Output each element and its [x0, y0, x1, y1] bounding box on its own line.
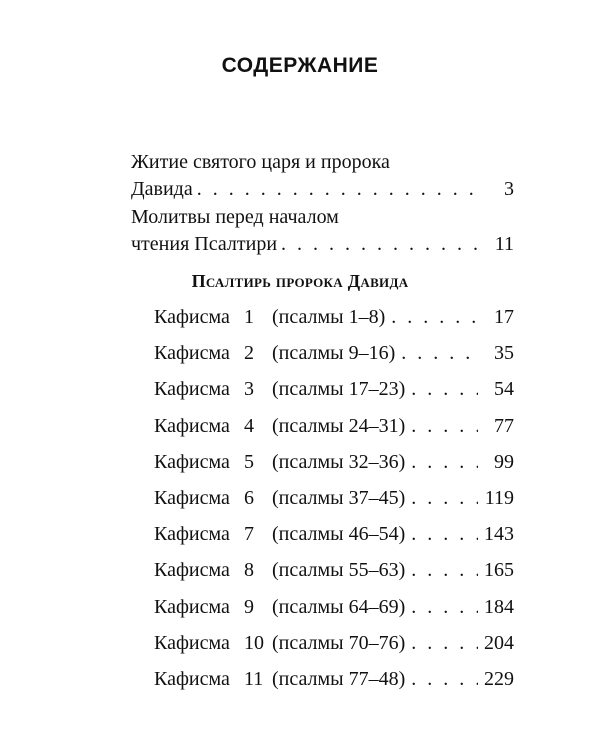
kathisma-number: 11	[244, 667, 264, 690]
kathisma-number: 6	[244, 486, 254, 509]
kathisma-psalm-range: (псалмы 64–69)	[272, 595, 406, 618]
toc-entry-page: 77	[494, 414, 514, 437]
kathisma-word: Кафисма	[154, 342, 230, 365]
kathisma-psalm-range: (псалмы 1–8)	[272, 306, 386, 328]
toc-entry-kathisma[interactable]	[154, 523, 514, 559]
toc-entry-page: 229	[484, 667, 514, 690]
toc-entry-kathisma[interactable]	[154, 415, 514, 451]
kathisma-psalm-range: (псалмы 77–48)	[272, 667, 406, 690]
toc-entry-page: 119	[484, 486, 514, 509]
dot-leader	[411, 596, 478, 619]
dot-leader	[411, 415, 478, 438]
toc-entry-kathisma[interactable]	[154, 668, 514, 704]
kathisma-number: 3	[244, 378, 254, 401]
kathisma-psalm-range: (псалмы 9–16)	[272, 342, 396, 365]
kathisma-psalm-range: (псалмы 17–23)	[272, 378, 406, 401]
kathisma-psalm-range: (псалмы 55–63)	[272, 559, 406, 582]
toc-entry-page: 3	[504, 178, 514, 200]
toc-entry-title-line1: Молитвы перед началом	[131, 206, 339, 228]
toc-entry-title-line2: Давида	[131, 178, 193, 200]
dot-leader	[411, 632, 478, 655]
kathisma-psalm-range: (псалмы 32–36)	[272, 450, 406, 473]
kathisma-number: 2	[244, 342, 254, 365]
toc-entry-kathisma[interactable]	[154, 451, 514, 487]
toc-entry-kathisma[interactable]	[154, 342, 514, 378]
toc-entry-page: 11	[494, 233, 514, 255]
page-title: СОДЕРЖАНИЕ	[221, 54, 379, 77]
kathisma-number: 9	[244, 595, 254, 618]
toc-entry-kathisma[interactable]	[154, 632, 514, 668]
toc-entry-page: 184	[484, 595, 514, 618]
toc-entry-life-of-david[interactable]	[131, 149, 514, 203]
toc-entry-page: 165	[484, 559, 514, 582]
toc-entry-page: 143	[484, 523, 514, 546]
kathisma-word: Кафисма	[154, 414, 230, 437]
kathisma-word: Кафисма	[154, 450, 230, 473]
kathisma-number: 8	[244, 559, 254, 582]
kathisma-word: Кафисма	[154, 486, 230, 509]
dot-leader	[411, 451, 478, 474]
toc-entry-kathisma[interactable]	[154, 487, 514, 523]
kathisma-list	[154, 306, 514, 704]
dot-leader	[197, 176, 484, 203]
toc-entry-page: 204	[484, 631, 514, 654]
kathisma-word: Кафисма	[154, 559, 230, 582]
kathisma-number: 5	[244, 450, 254, 473]
toc-entry-kathisma[interactable]	[154, 596, 514, 632]
section-title: Псалтирь пророка Давида	[191, 271, 409, 291]
dot-leader	[411, 559, 478, 582]
toc-entry-page: 99	[494, 450, 514, 473]
kathisma-word: Кафисма	[154, 631, 230, 654]
kathisma-word: Кафисма	[154, 667, 230, 690]
dot-leader	[281, 231, 484, 258]
toc-entry-kathisma[interactable]	[154, 378, 514, 414]
toc-entry-title-line2: чтения Псалтири	[131, 233, 278, 255]
toc-entry-title-line1: Житие святого царя и пророка	[131, 151, 390, 173]
toc-entry-kathisma[interactable]	[154, 306, 514, 342]
dot-leader	[411, 523, 478, 546]
toc-entry-page: 17	[494, 306, 514, 328]
kathisma-psalm-range: (псалмы 70–76)	[272, 631, 406, 654]
dot-leader	[391, 306, 478, 329]
kathisma-word: Кафисма	[154, 523, 230, 546]
kathisma-number: 4	[244, 414, 254, 437]
kathisma-psalm-range: (псалмы 24–31)	[272, 414, 406, 437]
kathisma-psalm-range: (псалмы 37–45)	[272, 486, 406, 509]
toc-entry-page: 54	[494, 378, 514, 401]
kathisma-psalm-range: (псалмы 46–54)	[272, 523, 406, 546]
kathisma-word: Кафисма	[154, 378, 230, 401]
dot-leader	[411, 668, 478, 691]
kathisma-number: 10	[244, 631, 264, 654]
kathisma-number: 1	[244, 306, 254, 328]
dot-leader	[411, 487, 478, 510]
toc-entry-kathisma[interactable]	[154, 559, 514, 595]
toc-entry-page: 35	[494, 342, 514, 365]
kathisma-word: Кафисма	[154, 595, 230, 618]
kathisma-number: 7	[244, 523, 254, 546]
dot-leader	[411, 378, 478, 401]
kathisma-word: Кафисма	[154, 306, 230, 328]
dot-leader	[401, 342, 478, 365]
toc-entry-prayers[interactable]	[131, 204, 514, 258]
